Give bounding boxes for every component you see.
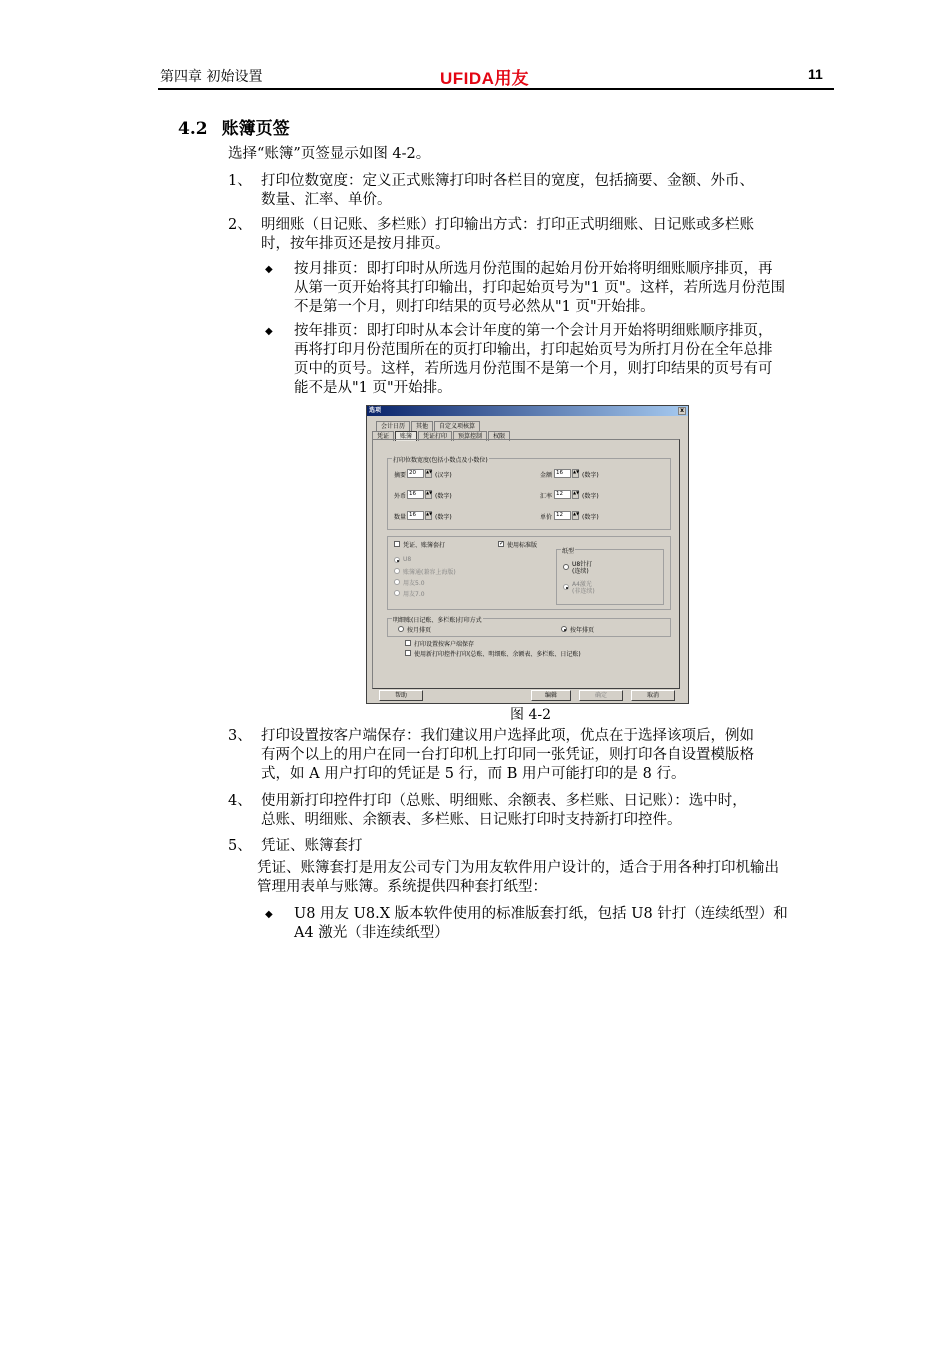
price-width-input[interactable]: 12 (554, 511, 571, 520)
radio-label: 用友7.0 (403, 591, 425, 598)
field-label: 外币 (394, 493, 407, 500)
tab-voucher[interactable]: 凭证 (372, 431, 394, 441)
print-width-group (387, 458, 671, 530)
header-rule (158, 88, 834, 90)
intro-line: 选择“账簿”页签显示如图 4-2。 (228, 146, 431, 162)
unit-label: (数字) (582, 493, 599, 500)
radio-label: U8针打 (572, 561, 593, 568)
edit-button[interactable]: 编辑 (531, 690, 571, 701)
tab-voucher-print[interactable]: 凭证打印 (418, 431, 452, 441)
paragraph-line: 凭证、账簿套打是用友公司专门为用友软件用户设计的，适合于用各种打印机输出 (257, 860, 779, 876)
field-label: 摘要 (394, 472, 407, 479)
type-zhangbutong-radio[interactable] (394, 568, 400, 574)
dialog-title-bar (367, 406, 688, 416)
radio-label: U8 (403, 556, 412, 563)
bullet-icon: ◆ (265, 909, 273, 920)
paragraph-line: 总账、明细账、余额表、多栏账、日记账打印时支持新打印控件。 (261, 812, 682, 828)
help-button[interactable]: 帮助 (379, 690, 423, 701)
checkbox-label: 使用新打印控件打印(总账、明细账、余额表、多栏账、日记账) (414, 651, 581, 658)
detail-print-mode-group-title: 明细账(日记账、多栏账)打印方式 (393, 617, 482, 624)
rate-width-input[interactable]: 12 (554, 490, 571, 499)
tab-permissions[interactable]: 权限 (488, 431, 510, 441)
dialog-title: 选项 (369, 407, 382, 414)
paper-type-group (556, 549, 664, 605)
paragraph-line: 再将打印月份范围所在的页打印输出，打印起始页号为所打月份在全年总排 (294, 342, 773, 358)
type-ufida50-radio[interactable] (394, 579, 400, 585)
bullet-icon: ◆ (265, 326, 273, 337)
spinner-arrows-icon[interactable]: ▲▼ (425, 511, 432, 520)
by-month-radio[interactable] (398, 626, 404, 632)
field-label: 金额 (540, 472, 553, 479)
paragraph-line: A4 激光（非连续纸型） (294, 925, 449, 941)
client-save-checkbox[interactable] (405, 640, 411, 646)
print-width-group-title: 打印位数宽度(包括小数点及小数位) (393, 457, 488, 464)
section-number: 4.2 (178, 119, 208, 139)
unit-label: (数字) (582, 472, 599, 479)
paragraph-line: 式，如 A 用户打印的凭证是 5 行，而 B 用户可能打印的是 8 行。 (261, 766, 686, 782)
type-ufida70-radio[interactable] (394, 590, 400, 596)
template-print-group (387, 536, 671, 610)
tab-accounting-calendar[interactable]: 会计日历 (376, 421, 410, 431)
detail-print-mode-group (387, 618, 671, 637)
paragraph-line: 数量、汇率、单价。 (261, 192, 392, 208)
section-title: 账簿页签 (221, 119, 290, 139)
unit-label: (数字) (582, 514, 599, 521)
tab-budget-control[interactable]: 预算控制 (453, 431, 487, 441)
paragraph-line: 按月排页：即打印时从所选月份范围的起始月份开始将明细账顺序排页，再 (294, 261, 773, 277)
quantity-width-input[interactable]: 16 (407, 511, 424, 520)
spinner-arrows-icon[interactable]: ▲▼ (425, 469, 432, 478)
paragraph-line: 凭证、账簿套打 (261, 838, 363, 854)
template-print-checkbox[interactable] (394, 541, 400, 547)
radio-label: 按年排页 (570, 627, 595, 634)
options-dialog (366, 405, 689, 704)
spinner-arrows-icon[interactable]: ▲▼ (572, 511, 579, 520)
paper-dot-matrix-radio[interactable] (563, 564, 569, 570)
paragraph-line: 打印位数宽度：定义正式账簿打印时各栏目的宽度，包括摘要、金额、外币、 (261, 173, 754, 189)
paragraph-line: 打印设置按客户端保存：我们建议用户选择此项，优点在于选择该项后，例如 (261, 728, 754, 744)
unit-label: (汉字) (435, 472, 452, 479)
chapter-header: 第四章 初始设置 (160, 69, 263, 85)
paragraph-line: 使用新打印控件打印（总账、明细账、余额表、多栏账、日记账）：选中时， (261, 793, 747, 809)
radio-label: 账簿通(兼容上海版) (403, 569, 456, 576)
page-number: 11 (808, 66, 823, 82)
type-u8-radio[interactable] (394, 557, 400, 563)
radio-label: (非连续) (572, 588, 595, 595)
item-number: 3、 (228, 728, 252, 744)
paragraph-line: 明细账（日记账、多栏账）打印输出方式：打印正式明细账、日记账或多栏账 (261, 217, 754, 233)
item-number: 1、 (228, 173, 252, 189)
radio-label: 按月排页 (407, 627, 432, 634)
spinner-arrows-icon[interactable]: ▲▼ (572, 490, 579, 499)
tab-row-top (376, 421, 481, 431)
item-number: 2、 (228, 217, 252, 233)
ufida-logo (440, 64, 528, 89)
item-number: 5、 (228, 838, 252, 854)
field-label: 汇率 (540, 493, 553, 500)
close-icon[interactable]: x (678, 407, 686, 415)
paragraph-line: 管理用表单与账簿。系统提供四种套打纸型： (257, 879, 547, 895)
field-label: 数量 (394, 514, 407, 521)
paper-a4-laser-radio[interactable] (563, 584, 569, 590)
bullet-icon: ◆ (265, 264, 273, 275)
paragraph-line: 时，按年排页还是按月排页。 (261, 236, 450, 252)
paper-type-group-title: 纸型 (562, 548, 575, 555)
field-label: 单价 (540, 514, 553, 521)
checkbox-label: 凭证、账簿套打 (403, 542, 446, 549)
paragraph-line: 能不是从"1 页"开始排。 (294, 380, 452, 396)
paragraph-line: U8 用友 U8.X 版本软件使用的标准版套打纸，包括 U8 针打（连续纸型）和 (294, 906, 788, 922)
checkbox-label: 打印设置按客户端保存 (414, 641, 475, 648)
spinner-arrows-icon[interactable]: ▲▼ (572, 469, 579, 478)
tab-custom-items[interactable]: 自定义项核算 (434, 421, 480, 431)
item-number: 4、 (228, 793, 252, 809)
paragraph-line: 不是第一个月，则打印结果的页号必然从"1 页"开始排。 (294, 299, 655, 315)
paragraph-line: 按年排页：即打印时从本会计年度的第一个会计月开始将明细账顺序排页， (294, 323, 773, 339)
currency-width-input[interactable]: 16 (407, 490, 424, 499)
section-heading (178, 114, 290, 139)
tab-other[interactable]: 其他 (411, 421, 433, 431)
summary-width-input[interactable]: 20 (407, 469, 424, 478)
paragraph-line: 从第一页开始将其打印输出，打印起始页号为"1 页"。这样，若所选月份范围 (294, 280, 786, 296)
tab-ledger[interactable]: 账簿 (395, 431, 417, 441)
paragraph-line: 页中的页号。这样，若所选月份范围不是第一个月，则打印结果的页号有可 (294, 361, 773, 377)
logo-latin: UFIDA (440, 69, 495, 88)
logo-chinese: 用友 (494, 69, 529, 88)
unit-label: (数字) (435, 493, 452, 500)
amount-width-input[interactable]: 16 (554, 469, 571, 478)
standard-edition-checkbox[interactable]: ✓ (499, 540, 505, 547)
unit-label: (数字) (435, 514, 452, 521)
checkbox-label: 使用标准版 (507, 542, 538, 549)
ledger-tab-panel (372, 439, 680, 689)
by-year-radio[interactable] (561, 626, 567, 632)
new-print-control-checkbox[interactable] (405, 650, 411, 656)
cancel-button[interactable]: 取消 (631, 690, 675, 701)
spinner-arrows-icon[interactable]: ▲▼ (425, 490, 432, 499)
radio-label: A4激光 (572, 581, 592, 588)
radio-label: (连续) (572, 568, 589, 575)
figure-caption: 图 4-2 (510, 707, 551, 723)
paragraph-line: 有两个以上的用户在同一台打印机上打印同一张凭证，则打印各自设置模版格 (261, 747, 754, 763)
ok-button[interactable]: 确定 (579, 690, 623, 701)
radio-label: 用友5.0 (403, 580, 425, 587)
